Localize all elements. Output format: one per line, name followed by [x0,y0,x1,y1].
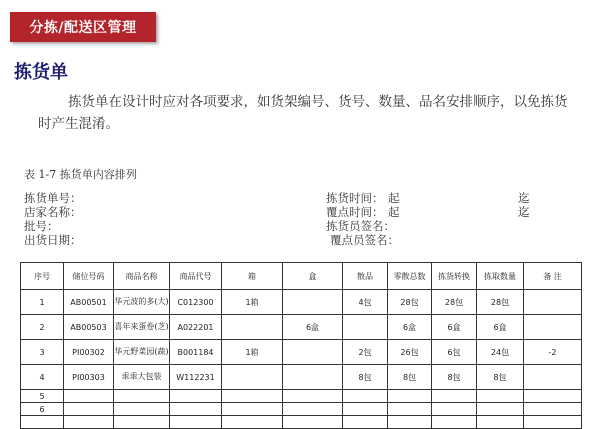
cell-box [283,390,343,403]
col-header-location: 储位号码 [64,263,114,290]
cell-product-code: B001184 [170,340,222,365]
cell-seq: 3 [21,340,64,365]
cell-location [64,416,114,429]
cell-conversion: 8包 [432,365,477,390]
reviewer-signature-label: 覆点员签名： [330,233,399,247]
meta-right-block [326,191,530,247]
pick-time-label: 拣货时间： [326,191,384,205]
table-header-row [21,263,582,290]
cell-product-name [114,390,170,403]
cell-conversion [432,403,477,416]
cell-loose [343,403,388,416]
cell-remarks [524,390,582,403]
cell-case: 1箱 [222,290,283,315]
cell-loose-total: 6盒 [388,315,432,340]
cell-product-code: W112231 [170,365,222,390]
cell-loose-total [388,416,432,429]
cell-box [283,416,343,429]
cell-box: 6盒 [283,315,343,340]
intro-line-2: 时产生混淆。 [38,116,119,132]
cell-remarks [524,416,582,429]
cell-conversion: 6盒 [432,315,477,340]
cell-loose-total [388,403,432,416]
cell-remarks [524,403,582,416]
table-row [21,403,582,416]
cell-box [283,290,343,315]
intro-line-1: 拣货单在设计时应对各项要求，如货架编号、货号、数量、品名安排顺序，以免拣货 [68,94,568,110]
review-time-from: 起 [388,205,400,219]
table-row [21,340,582,365]
table-row [21,290,582,315]
cell-pick-qty: 8包 [477,365,524,390]
col-header-box: 盒 [283,263,343,290]
page-title: 拣货单 [14,62,68,83]
cell-product-code [170,390,222,403]
cell-pick-qty: 6盒 [477,315,524,340]
pick-list-table [20,262,582,429]
cell-seq: 4 [21,365,64,390]
col-header-case: 箱 [222,263,283,290]
col-header-conversion: 拣货转换 [432,263,477,290]
table-row [21,315,582,340]
cell-conversion [432,416,477,429]
review-time-label: 覆点时间： [326,205,384,219]
cell-loose-total [388,390,432,403]
cell-case [222,403,283,416]
col-header-loose-total: 零散总数 [388,263,432,290]
cell-loose-total: 28包 [388,290,432,315]
cell-location [64,403,114,416]
order-number-label: 拣货单号： [24,191,82,205]
cell-location: PI00303 [64,365,114,390]
table-body [21,290,582,429]
cell-pick-qty [477,390,524,403]
cell-product-name: 华元野菜园(蔬) [114,340,170,365]
cell-case [222,390,283,403]
review-time-to: 迄 [518,205,530,219]
cell-conversion: 28包 [432,290,477,315]
picker-signature-label: 拣货员签名： [326,219,395,233]
cell-loose: 2包 [343,340,388,365]
cell-remarks [524,290,582,315]
cell-remarks [524,365,582,390]
pick-time-from: 起 [388,191,400,205]
cell-location: AB00501 [64,290,114,315]
col-header-product-name: 商品名称 [114,263,170,290]
cell-pick-qty [477,403,524,416]
table-row [21,416,582,429]
cell-location [64,390,114,403]
cell-product-name: 乖乖大包装 [114,365,170,390]
cell-product-name [114,403,170,416]
cell-product-code [170,403,222,416]
cell-box [283,365,343,390]
cell-conversion [432,390,477,403]
cell-remarks [524,315,582,340]
cell-product-code: C012300 [170,290,222,315]
cell-seq: 6 [21,403,64,416]
section-header-banner [10,12,156,42]
cell-loose-total: 26包 [388,340,432,365]
col-header-remarks: 备 注 [524,263,582,290]
table-row [21,365,582,390]
intro-paragraph [38,91,592,135]
cell-seq: 2 [21,315,64,340]
cell-product-name: 喜年来蛋卷(芝) [114,315,170,340]
ship-date-label: 出货日期： [24,233,82,247]
table-caption: 表 1-7 拣货单内容排列 [24,168,137,181]
cell-loose: 4包 [343,290,388,315]
cell-pick-qty: 24包 [477,340,524,365]
cell-box [283,340,343,365]
banner-title: 分拣/配送区管理 [29,20,137,36]
cell-product-code: A022201 [170,315,222,340]
cell-conversion: 6包 [432,340,477,365]
cell-case: 1箱 [222,340,283,365]
col-header-product-code: 商品代号 [170,263,222,290]
pick-time-row [326,191,530,205]
col-header-loose: 散品 [343,263,388,290]
cell-loose: 8包 [343,365,388,390]
review-time-row [326,205,530,219]
pick-time-to: 迄 [518,191,530,205]
meta-left-block [24,191,82,247]
store-name-label: 店家名称： [24,205,82,219]
cell-loose [343,315,388,340]
cell-product-code [170,416,222,429]
cell-remarks: -2 [524,340,582,365]
cell-seq: 5 [21,390,64,403]
cell-loose-total: 8包 [388,365,432,390]
cell-pick-qty [477,416,524,429]
col-header-pick-qty: 拣取数量 [477,263,524,290]
col-header-seq: 序号 [21,263,64,290]
cell-product-name: 华元波的多(大) [114,290,170,315]
cell-box [283,403,343,416]
cell-product-name [114,416,170,429]
cell-location: PI00302 [64,340,114,365]
table-row [21,390,582,403]
cell-case [222,365,283,390]
cell-loose [343,416,388,429]
cell-seq: 1 [21,290,64,315]
cell-loose [343,390,388,403]
cell-pick-qty: 28包 [477,290,524,315]
cell-case [222,315,283,340]
cell-seq [21,416,64,429]
batch-number-label: 批号： [24,219,59,233]
cell-case [222,416,283,429]
cell-location: AB00503 [64,315,114,340]
